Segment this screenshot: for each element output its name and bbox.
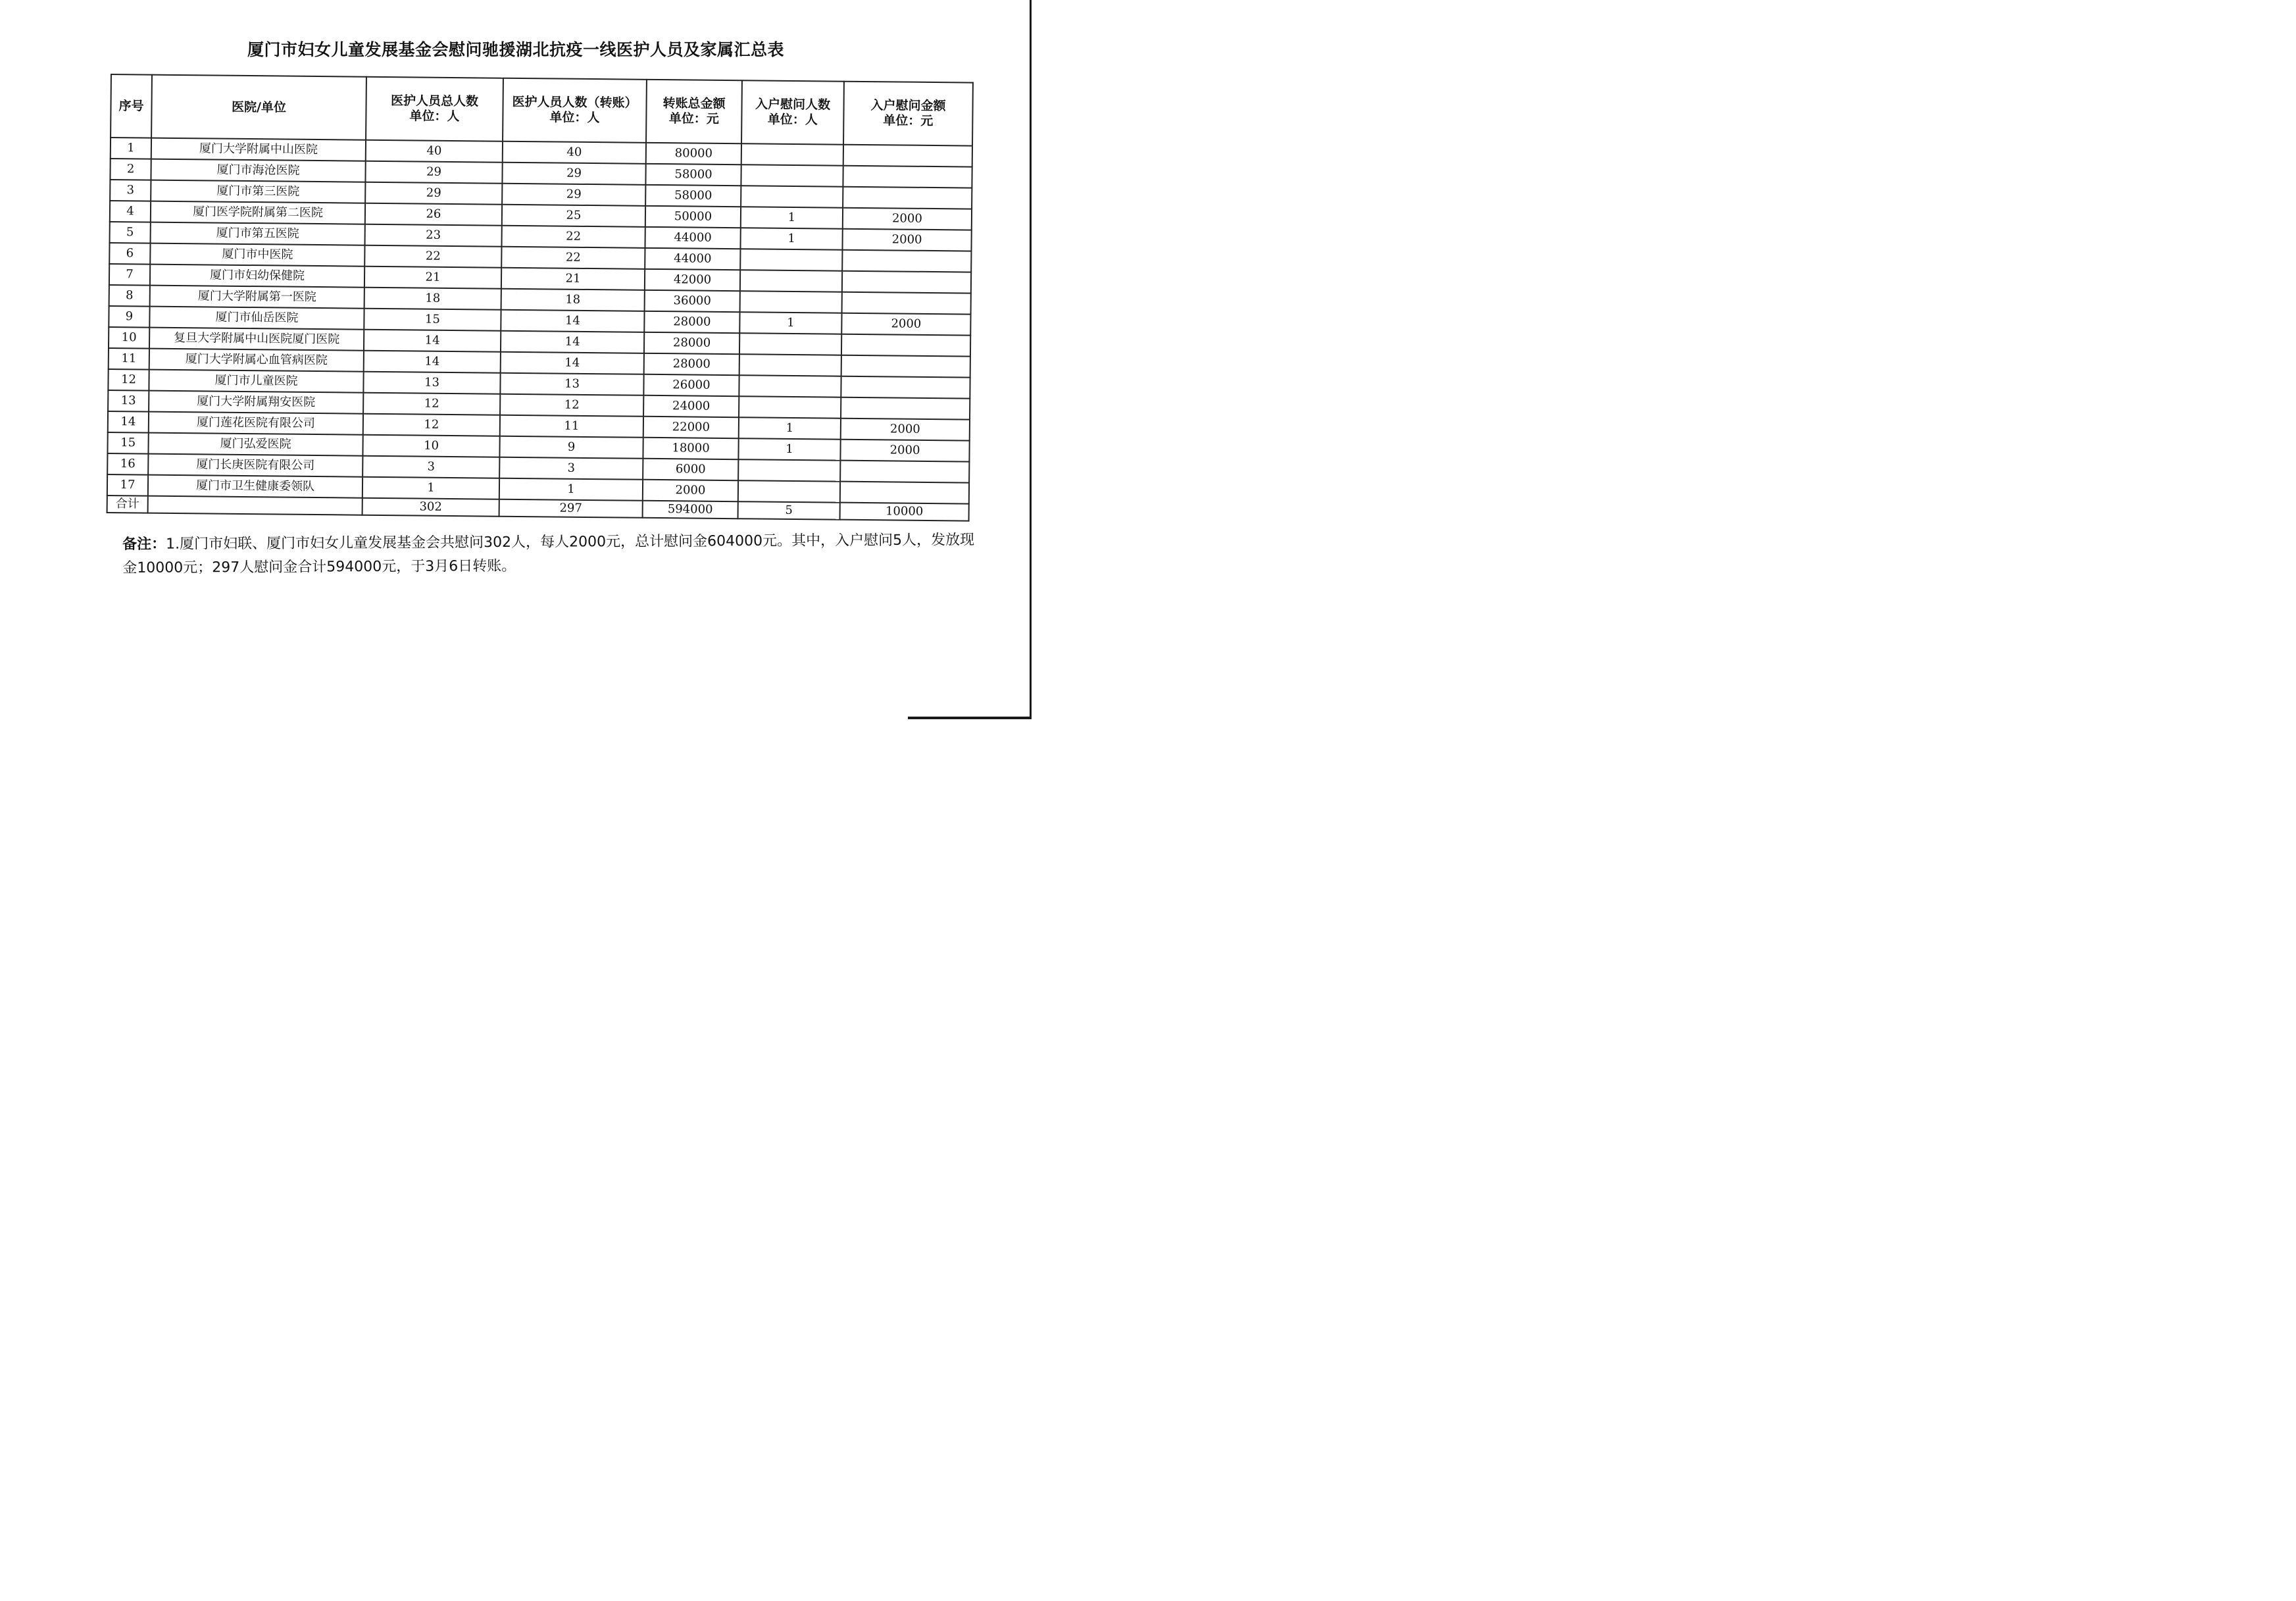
transfer-staff-cell: 21	[501, 268, 645, 290]
index-cell: 8	[109, 285, 150, 307]
transfer-staff-cell: 25	[502, 205, 645, 227]
hospital-cell: 复旦大学附属中山医院厦门医院	[149, 328, 364, 351]
index-cell: 6	[109, 243, 150, 265]
header-transfer-amount	[646, 80, 742, 143]
total-staff-cell: 40	[366, 140, 503, 163]
transfer-amount-cell: 594000	[643, 501, 738, 519]
total-staff-cell: 22	[364, 245, 501, 268]
transfer-staff-cell: 14	[501, 352, 644, 374]
header-label: 转账总金额	[662, 96, 726, 112]
transfer-amount-cell: 44000	[645, 248, 740, 270]
transfer-staff-cell: 22	[501, 247, 645, 269]
visit-amount-cell	[843, 166, 972, 188]
index-cell: 17	[107, 474, 148, 496]
visit-count-cell: 5	[738, 501, 840, 519]
hospital-cell: 厦门市妇幼保健院	[150, 265, 364, 288]
transfer-amount-cell: 80000	[646, 143, 741, 165]
hospital-cell: 厦门市中医院	[150, 243, 364, 267]
total-staff-cell: 13	[363, 372, 500, 394]
visit-amount-cell	[841, 376, 970, 399]
transfer-amount-cell: 26000	[643, 374, 739, 396]
header-unit: 单位：人	[549, 110, 600, 126]
hospital-cell: 厦门市仙岳医院	[149, 307, 364, 330]
scan-edge	[1030, 0, 1032, 719]
transfer-amount-cell: 36000	[645, 290, 740, 312]
visit-amount-cell: 2000	[841, 419, 970, 441]
transfer-amount-cell: 58000	[645, 185, 741, 207]
header-transfer-staff	[503, 78, 647, 143]
visit-count-cell: 1	[739, 417, 841, 439]
total-staff-cell: 12	[363, 393, 500, 415]
total-staff-cell: 15	[364, 309, 501, 331]
visit-amount-cell	[840, 482, 969, 504]
header-unit: 单位：人	[767, 112, 818, 128]
visit-amount-cell	[840, 461, 969, 483]
transfer-amount-cell: 2000	[643, 480, 738, 501]
hospital-cell: 厦门大学附属翔安医院	[149, 391, 363, 414]
visit-amount-cell: 2000	[842, 229, 971, 251]
visit-amount-cell: 10000	[840, 503, 969, 521]
visit-amount-cell: 2000	[841, 313, 970, 336]
transfer-staff-cell: 3	[499, 457, 643, 480]
transfer-staff-cell: 12	[500, 394, 643, 417]
transfer-staff-cell: 14	[501, 310, 644, 332]
remarks-text: 1.厦门市妇联、厦门市妇女儿童发展基金会共慰问302人，每人2000元，总计慰问金604000元。其中，入户慰问5人，发放现金10000元；297人慰问金合计594000元，于3月6日转账。	[122, 532, 975, 576]
transfer-amount-cell: 28000	[644, 311, 739, 333]
visit-amount-cell	[841, 334, 970, 357]
index-cell: 7	[109, 264, 150, 286]
hospital-cell: 厦门医学院附属第二医院	[151, 201, 365, 224]
header-hospital	[151, 75, 366, 140]
transfer-staff-cell: 9	[499, 436, 643, 459]
transfer-staff-cell: 22	[502, 226, 645, 248]
visit-amount-cell: 2000	[840, 440, 969, 462]
header-visit-count	[741, 80, 844, 144]
total-staff-cell: 21	[364, 267, 501, 289]
index-cell: 10	[109, 327, 149, 349]
transfer-amount-cell: 18000	[643, 438, 738, 459]
transfer-staff-cell: 18	[501, 289, 645, 311]
header-unit: 单位：元	[883, 113, 934, 129]
total-staff-cell: 10	[362, 435, 499, 457]
visit-amount-cell	[842, 292, 971, 315]
header-label: 入户慰问金额	[870, 98, 946, 114]
index-cell: 1	[111, 138, 151, 159]
transfer-staff-cell: 40	[503, 141, 646, 164]
visit-count-cell: 1	[740, 228, 842, 249]
transfer-amount-cell: 28000	[644, 353, 739, 375]
visit-count-cell	[741, 186, 843, 207]
index-cell: 5	[110, 222, 151, 243]
total-staff-cell: 302	[362, 498, 499, 517]
total-staff-cell: 29	[365, 161, 502, 184]
header-unit: 单位：元	[668, 111, 719, 126]
total-staff-cell: 29	[365, 182, 502, 205]
total-staff-cell: 23	[365, 224, 502, 247]
index-cell: 3	[110, 180, 151, 201]
hospital-cell	[148, 496, 362, 515]
hospital-cell: 厦门市第五医院	[151, 222, 365, 245]
hospital-cell: 厦门长庚医院有限公司	[148, 454, 362, 477]
visit-count-cell	[741, 143, 843, 165]
visit-count-cell: 1	[738, 438, 840, 460]
header-label: 序号	[118, 98, 144, 114]
header-label: 入户慰问人数	[755, 97, 831, 113]
hospital-cell: 厦门市儿童医院	[149, 370, 363, 393]
visit-amount-cell: 2000	[843, 208, 972, 230]
total-staff-cell: 1	[362, 477, 499, 499]
transfer-staff-cell: 29	[502, 163, 645, 185]
total-staff-cell: 14	[364, 330, 501, 352]
transfer-amount-cell: 28000	[644, 332, 739, 354]
visit-amount-cell	[841, 397, 970, 420]
total-staff-cell: 3	[362, 456, 499, 478]
hospital-cell: 厦门大学附属中山医院	[151, 138, 366, 161]
visit-amount-cell	[843, 145, 972, 167]
transfer-amount-cell: 22000	[643, 417, 739, 438]
index-cell: 11	[109, 348, 149, 370]
visit-count-cell	[739, 396, 841, 418]
visit-amount-cell	[841, 355, 970, 378]
visit-count-cell	[739, 375, 841, 397]
index-cell: 16	[107, 453, 148, 475]
index-cell: 2	[110, 159, 151, 180]
transfer-amount-cell: 24000	[643, 395, 739, 417]
remarks-label: 备注：	[122, 536, 166, 553]
index-cell: 13	[108, 390, 149, 412]
transfer-staff-cell: 13	[500, 373, 643, 395]
header-visit-amount	[843, 82, 973, 146]
visit-count-cell: 1	[739, 312, 841, 334]
transfer-amount-cell: 50000	[645, 206, 741, 228]
header-label: 医护人员总人数	[391, 93, 479, 109]
header-unit: 单位：人	[409, 109, 460, 124]
total-staff-cell: 12	[363, 414, 500, 436]
transfer-staff-cell: 297	[499, 499, 643, 518]
total-staff-cell: 18	[364, 288, 501, 310]
transfer-amount-cell: 42000	[645, 269, 740, 291]
transfer-staff-cell: 14	[501, 331, 644, 353]
remarks	[122, 528, 978, 580]
visit-count-cell	[740, 291, 842, 313]
header-index	[111, 74, 152, 138]
index-cell: 14	[108, 411, 149, 433]
transfer-staff-cell: 1	[499, 478, 643, 501]
visit-count-cell	[740, 270, 842, 292]
visit-count-cell	[741, 165, 843, 186]
transfer-staff-cell: 29	[502, 184, 645, 206]
hospital-cell: 厦门大学附属心血管病医院	[149, 349, 364, 372]
header-label: 医护人员人数（转账）	[512, 95, 637, 111]
visit-count-cell	[739, 333, 841, 355]
summary-table	[107, 74, 974, 522]
visit-count-cell	[739, 354, 841, 376]
hospital-cell: 厦门市第三医院	[151, 180, 365, 203]
hospital-cell: 厦门弘爱医院	[148, 433, 362, 456]
transfer-staff-cell: 11	[500, 415, 643, 438]
index-cell: 15	[107, 432, 148, 454]
visit-count-cell	[740, 249, 842, 270]
hospital-cell: 厦门市海沧医院	[151, 159, 365, 182]
total-staff-cell: 14	[364, 351, 501, 373]
total-staff-cell: 26	[365, 203, 502, 226]
total-label: 合计	[107, 496, 148, 513]
index-cell: 4	[110, 201, 151, 222]
header-label: 医院/单位	[231, 99, 287, 115]
transfer-amount-cell: 58000	[645, 164, 741, 186]
visit-amount-cell	[842, 250, 971, 272]
visit-amount-cell	[842, 271, 971, 293]
transfer-amount-cell: 6000	[643, 459, 738, 480]
visit-count-cell	[738, 459, 840, 481]
index-cell: 12	[108, 369, 149, 391]
visit-amount-cell	[843, 187, 972, 209]
hospital-cell: 厦门大学附属第一医院	[150, 286, 364, 309]
visit-count-cell	[738, 480, 840, 502]
transfer-amount-cell: 44000	[645, 227, 740, 249]
header-total-staff	[366, 77, 503, 141]
header-row	[111, 74, 973, 146]
hospital-cell: 厦门莲花医院有限公司	[149, 412, 363, 435]
hospital-cell: 厦门市卫生健康委领队	[148, 475, 362, 498]
visit-count-cell: 1	[741, 207, 843, 228]
index-cell: 9	[109, 306, 149, 328]
scan-edge	[908, 717, 1032, 719]
document-title: 厦门市妇女儿童发展基金会慰问驰援湖北抗疫一线医护人员及家属汇总表	[247, 40, 784, 59]
